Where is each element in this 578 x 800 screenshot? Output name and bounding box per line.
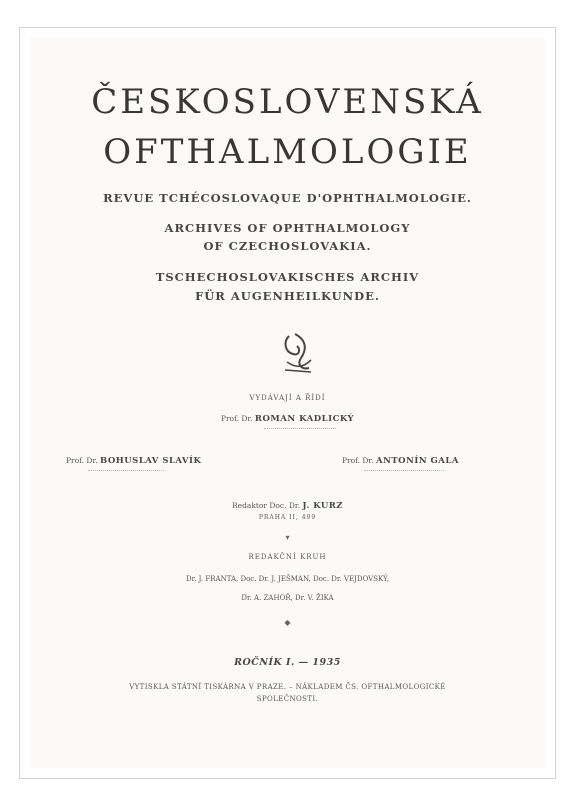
subtitle-german-line1: TSCHECHOSLOVAKISCHES ARCHIV (155, 270, 420, 284)
left-editor (66, 456, 201, 466)
right-editor-affiliation-line (364, 470, 444, 474)
subtitle-french: REVUE TCHÉCOSLOVAQUE D'OPHTHALMOLOGIE. (103, 191, 472, 205)
subtitle-english-line2: OF CZECHOSLOVAKIA. (203, 239, 372, 253)
board-heading: REDAKČNÍ KRUH (248, 553, 327, 561)
chief-editor (30, 414, 545, 424)
subtitle-german-line2: FÜR AUGENHEILKUNDE. (195, 289, 380, 303)
publisher-imprint (70, 681, 505, 705)
page-frame (19, 27, 556, 779)
chief-editor-affiliation-line (264, 428, 336, 432)
publisher-line2: SPOLEČNOSTI. (256, 695, 319, 703)
editors-heading: VYDÁVAJÍ A ŘÍDÍ (249, 394, 326, 402)
redactor-prefix: Redaktor Doc. Dr. (232, 501, 301, 510)
ornament-1-icon: ▾ (285, 533, 290, 542)
publisher-line1: VYTISKLA STÁTNÍ TISKÁRNA V PRAZE. – NÁKLADEM ČS. OFTHALMOLOGICKÉ (129, 683, 446, 691)
left-editor-name: BOHUSLAV SLAVÍK (99, 456, 202, 466)
chief-editor-prefix: Prof. Dr. (220, 414, 253, 423)
journal-title-line2: OFTHALMOLOGIE (103, 132, 472, 172)
right-editor-prefix: Prof. Dr. (342, 456, 374, 465)
title-page (30, 38, 545, 768)
journal-title-line1: ČESKOSLOVENSKÁ (91, 82, 484, 122)
redactor (30, 501, 545, 511)
board-members-line2: Dr. A. ZAHOŘ, Dr. V. ŽIKA (241, 594, 334, 602)
subtitle-english-line1: ARCHIVES OF OPHTHALMOLOGY (164, 221, 411, 235)
board-members-line1: Dr. J. FRANTA, Doc. Dr. J. JEŠMAN, Doc. Dr. VEJDOVSKÝ, (186, 575, 389, 583)
monogram-emblem-icon (279, 330, 317, 376)
redactor-address: PRAHA II, 499 (258, 514, 317, 521)
right-editor-name: ANTONÍN GALA (375, 456, 459, 466)
right-editor (342, 456, 459, 466)
volume-year: ROČNÍK I. — 1935 (234, 657, 341, 668)
chief-editor-name: ROMAN KADLICKÝ (254, 414, 355, 424)
left-editor-affiliation-line (88, 470, 164, 474)
left-editor-prefix: Prof. Dr. (66, 456, 98, 465)
redactor-name: J. KURZ (302, 501, 343, 511)
ornament-2-icon: ◆ (284, 618, 291, 627)
